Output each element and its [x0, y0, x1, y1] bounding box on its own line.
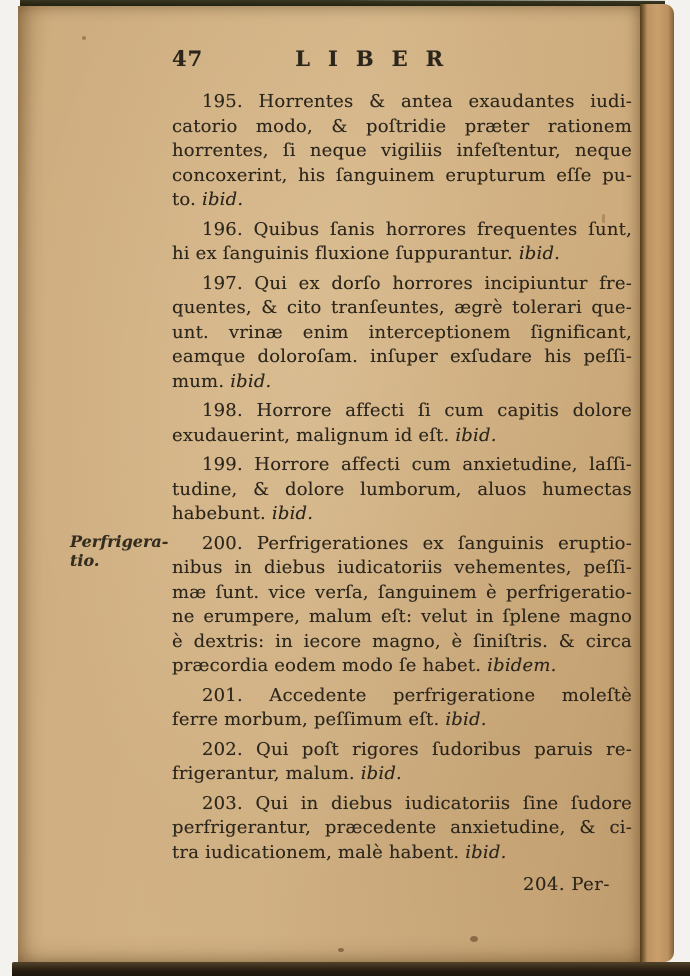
- paragraph: [172, 792, 632, 866]
- text-line: mum. ibid.: [172, 370, 272, 392]
- text-line: 200. Perfrigerationes ex ſanguinis eruptio-: [202, 532, 632, 554]
- text-line: ne erumpere, malum eſt: velut in ſplene magno: [172, 606, 632, 627]
- text-line: frigerantur, malum. ibid.: [172, 763, 402, 784]
- margin-note-line: Perfrigera-: [70, 532, 169, 551]
- text-line: è dextris: in iecore magno, è ſiniſtris. & circa: [172, 630, 632, 652]
- text-line: mæ ſunt. vice verſa, ſanguinem è perfrigeratio-: [172, 581, 632, 603]
- text-line: perfrigerantur, præcedente anxietudine, & ci-: [172, 817, 632, 838]
- text-line: exudauerint, malignum id eſt. ibid.: [172, 424, 497, 446]
- text-line: 201. Accedente perfrigeratione moleſtè: [202, 684, 632, 706]
- text-column: [172, 90, 632, 870]
- text-line: 199. Horrore affecti cum anxietudine, laſſi-: [202, 454, 632, 475]
- page-header: [172, 46, 632, 71]
- text-line: tudine, & dolore lumborum, aluos humectas: [172, 478, 632, 500]
- paragraph: [172, 90, 632, 213]
- margin-note: [70, 532, 170, 570]
- book-page: [18, 6, 642, 962]
- catchword: 204. Per-: [523, 874, 610, 895]
- paper-speck: [470, 936, 478, 942]
- text-line: 203. Qui in diebus iudicatoriis ſine ſudore: [202, 792, 632, 814]
- paragraph: [172, 532, 632, 679]
- paragraph: [172, 453, 632, 527]
- text-line: eamque doloroſam. inſuper exſudare his peſſi-: [172, 346, 632, 367]
- text-line: horrentes, ſi neque vigiliis infeſtentur, neque: [172, 140, 632, 161]
- text-line: to. ibid.: [172, 189, 244, 210]
- margin-note-line: tio.: [70, 551, 100, 570]
- paragraph: [172, 684, 632, 733]
- paper-speck: [338, 948, 344, 952]
- text-line: nibus in diebus iudicatoriis vehementes, peſſi-: [172, 557, 632, 578]
- text-line: ferre morbum, peſſimum eſt. ibid.: [172, 709, 487, 730]
- page-fore-edge: [640, 4, 674, 962]
- scan-dark-strip-bottom: [12, 962, 690, 976]
- text-line: hi ex ſanguinis fluxione ſuppurantur. ibid.: [172, 243, 561, 264]
- text-line: 202. Qui poſt rigores ſudoribus paruis re-: [202, 738, 632, 760]
- text-line: 197. Qui ex dorſo horrores incipiuntur fre-: [202, 272, 632, 294]
- text-line: concoxerint, his ſanguinem erupturum eſſe pu-: [172, 164, 632, 186]
- text-line: 196. Quibus ſanis horrores frequentes ſunt,: [202, 218, 632, 240]
- running-title: LIBER: [295, 46, 462, 71]
- text-line: præcordia eodem modo ſe habet. ibidem.: [172, 655, 557, 676]
- paragraph: [172, 738, 632, 787]
- page-number: 47: [172, 46, 204, 71]
- text-line: habebunt. ibid.: [172, 503, 314, 524]
- paper-speck: [82, 36, 86, 40]
- text-line: tra iudicationem, malè habent. ibid.: [172, 841, 507, 863]
- text-line: unt. vrinæ enim interceptionem ſignificant,: [172, 321, 632, 343]
- text-line: catorio modo, & poſtridie præter rationem: [172, 115, 632, 137]
- paragraph: [172, 272, 632, 395]
- paragraph: [172, 218, 632, 267]
- text-line: 198. Horrore affecti ſi cum capitis dolore: [202, 400, 632, 421]
- paragraph: [172, 399, 632, 448]
- text-line: 195. Horrentes & antea exaudantes iudi-: [202, 91, 632, 112]
- text-line: quentes, & cito tranſeuntes, ægrè tolerari que-: [172, 297, 632, 318]
- paper-speck: [602, 214, 605, 223]
